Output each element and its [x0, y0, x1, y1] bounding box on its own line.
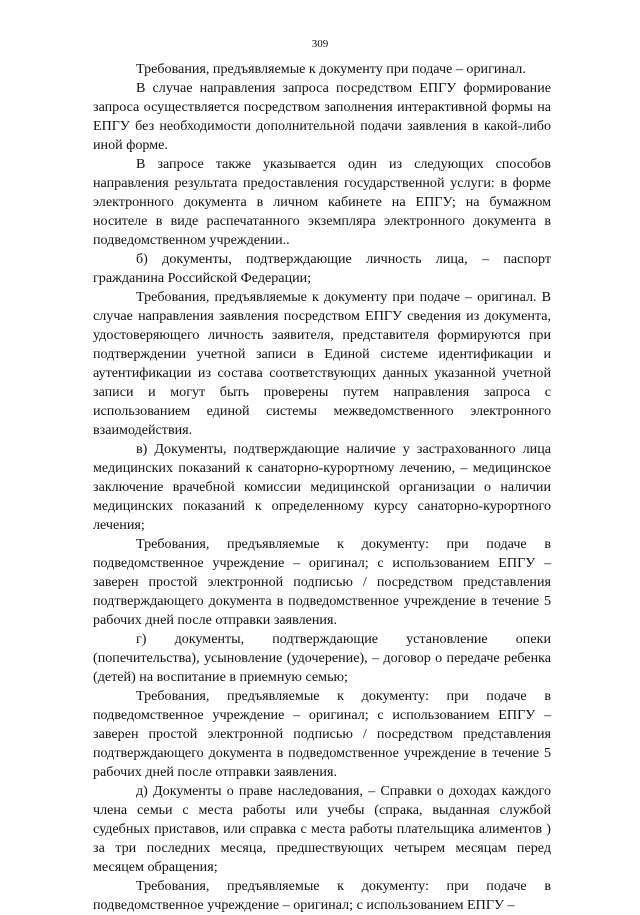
paragraph-4: б) документы, подтверждающие личность лица, – паспорт гражданина Российской Федерации; [93, 251, 551, 286]
document-body [93, 60, 551, 915]
paragraph-5: Требования, предъявляемые к документу при подаче – оригинал. В случае направления заявления посредством ЕПГУ сведения из документа, удостоверяющего личность заявителя, представителя формируются при подтверждении учетной записи в Единой системе идентификации и аутентификации из состава соответствующих данных указанной учетной записи и могут быть проверены путем направления запроса с использованием единой системы межведомственного электронного взаимодействия. [93, 289, 551, 438]
paragraph-1: Требования, предъявляемые к документу при подаче – оригинал. [136, 61, 526, 77]
paragraph-2: В случае направления запроса посредством ЕПГУ формирование запроса осуществляется посредством заполнения интерактивной формы на ЕПГУ без необходимости дополнительной подачи заявления в какой-либо иной форме. [93, 80, 551, 153]
paragraph-11: Требования, предъявляемые к документу: при подаче в подведомственное учреждение – оригинал; с использованием ЕПГУ – [93, 878, 551, 913]
paragraph-9: Требования, предъявляемые к документу: при подаче в подведомственное учреждение – оригинал; с использованием ЕПГУ – заверен простой электронной подписью / посредством представления подтверждающего документа в подведомственное учреждение в течение 5 рабочих дней после отправки заявления. [93, 688, 551, 780]
paragraph-6: в) Документы, подтверждающие наличие у застрахованного лица медицинских показаний к санаторно-курортному лечению, – медицинское заключение врачебной комиссии медицинской организации о наличии медицинских показаний к определенному курсу санаторно-курортного лечения; [93, 441, 551, 533]
paragraph-10: д) Документы о праве наследования, – Справки о доходах каждого члена семьи с места работы или учебы (спрака, выданная службой судебных приставов, или справка с места работы плательщика алиментов ) за три последних месяца, предшествующих четырем месяцам перед месяцем обращения; [93, 783, 551, 875]
paragraph-7: Требования, предъявляемые к документу: при подаче в подведомственное учреждение – оригинал; с использованием ЕПГУ – заверен простой электронной подписью / посредством представления подтверждающего документа в подведомственное учреждение в течение 5 рабочих дней после отправки заявления. [93, 536, 551, 628]
page-number: 309 [311, 38, 329, 50]
paragraph-8: г) документы, подтверждающие установление опеки (попечительства), усыновление (удочерение), – договор о передаче ребенка (детей) на воспитание в приемную семью; [93, 631, 551, 685]
paragraph-3: В запросе также указывается один из следующих способов направления результата предоставления государственной услуги: в форме электронного документа в личном кабинете на ЕПГУ; на бумажном носителе в виде распечатанного экземпляра электронного документа в подведомственном учреждении.. [93, 156, 551, 248]
